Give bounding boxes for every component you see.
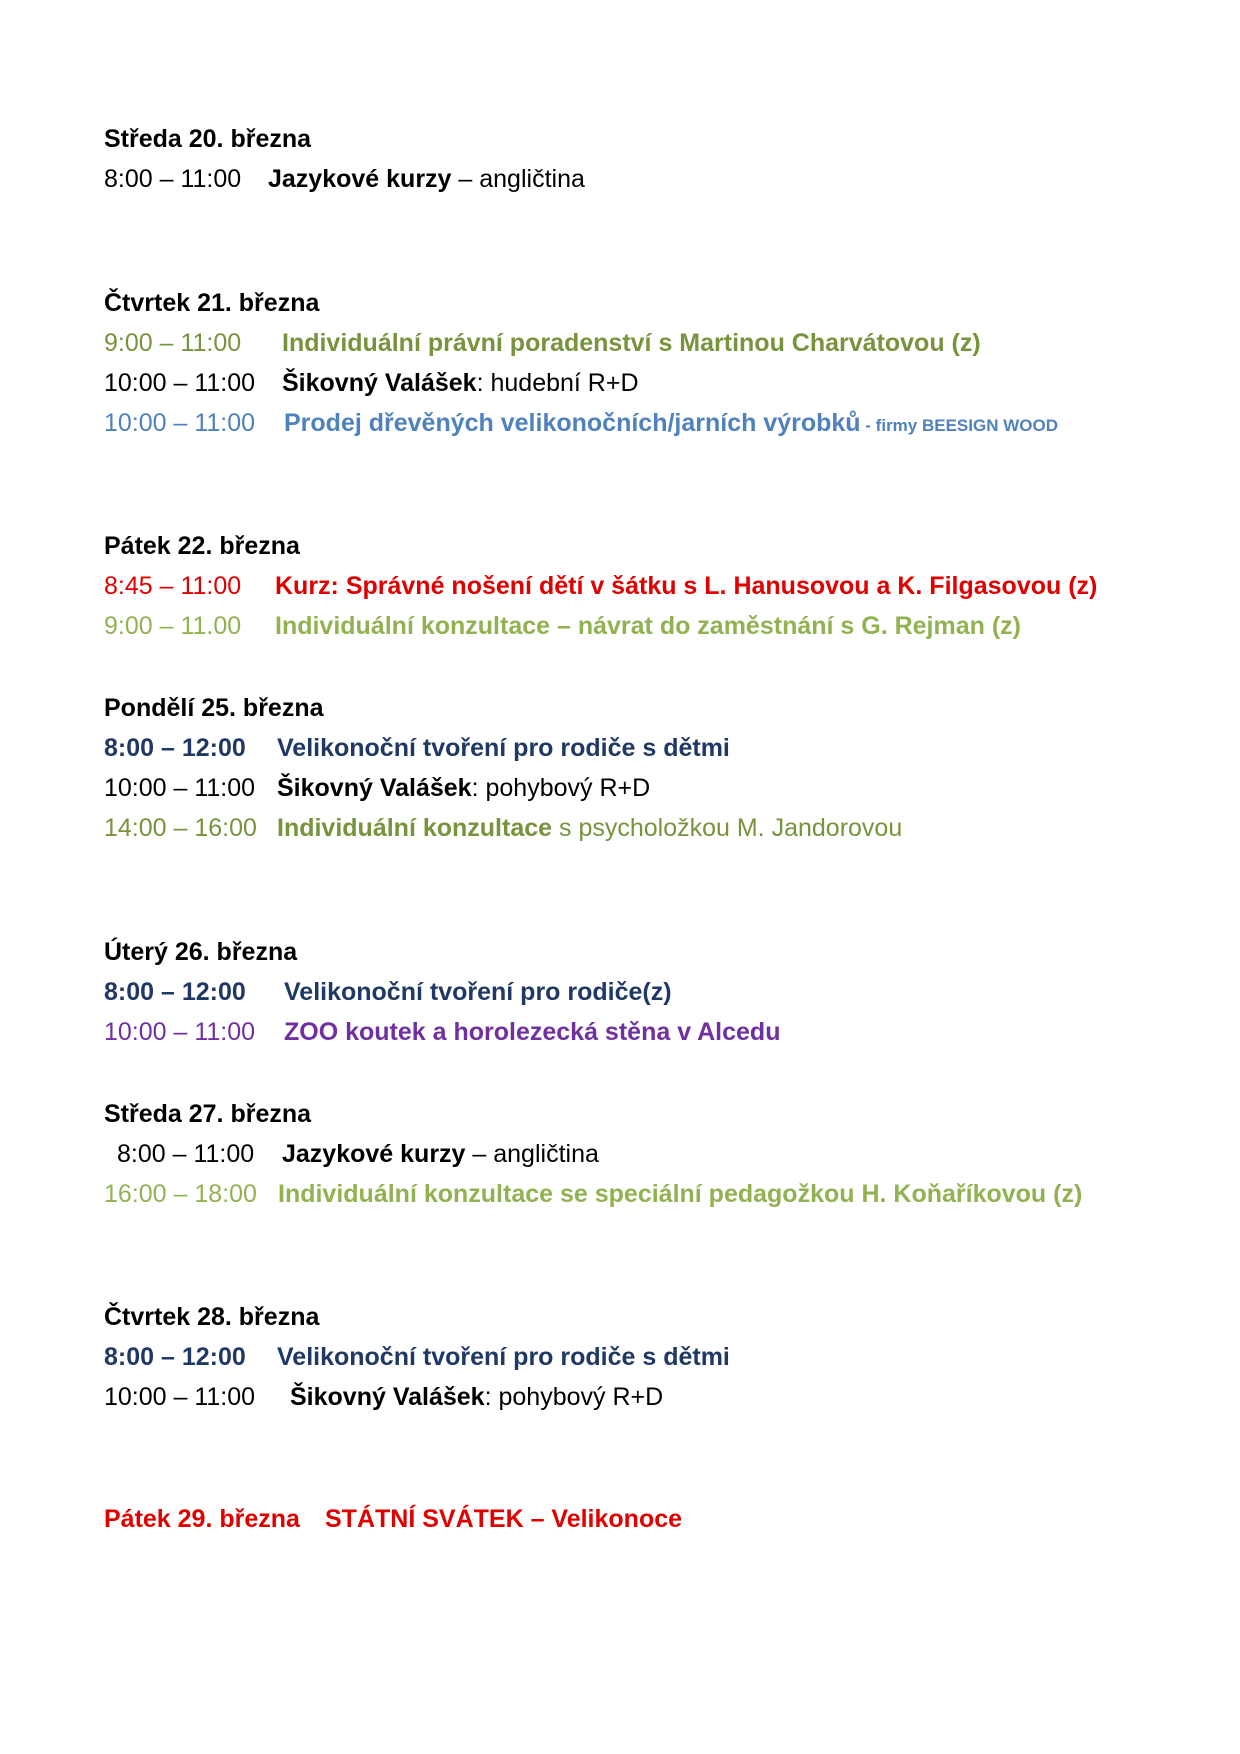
event-title: Jazykové kurzy — [282, 1140, 466, 1168]
event-title: Šikovný Valášek — [290, 1383, 485, 1411]
time-range: 8:00 – 12:00 — [104, 1343, 246, 1371]
time-range: 10:00 – 11:00 — [104, 369, 256, 397]
day-heading-wed-20: Středa 20. března — [104, 125, 312, 153]
day-heading-tue-26: Úterý 26. března — [104, 938, 298, 966]
day-heading-thu-28: Čtvrtek 28. března — [104, 1303, 320, 1331]
day-heading-thu-21: Čtvrtek 21. března — [104, 289, 320, 317]
event-title: Velikonoční tvoření pro rodiče(z) — [284, 978, 672, 1006]
schedule-row — [104, 1342, 730, 1372]
event-title: Individuální právní poradenství s Martinou Charvátovou (z) — [282, 329, 981, 357]
day-heading-fri-22: Pátek 22. března — [104, 532, 300, 560]
time-range: 8:00 – 11:00 — [117, 1140, 255, 1168]
schedule-row — [104, 328, 981, 358]
schedule-row — [104, 1017, 780, 1047]
event-title: Jazykové kurzy — [268, 165, 452, 193]
time-range: 8:45 – 11:00 — [104, 572, 242, 600]
event-detail: : pohybový R+D — [484, 1383, 664, 1411]
time-range: 10:00 – 11:00 — [104, 1383, 256, 1411]
event-detail: – angličtina — [451, 165, 585, 193]
schedule-row — [117, 1139, 599, 1169]
time-range: 8:00 – 12:00 — [104, 734, 246, 762]
time-range: 9:00 – 11.00 — [104, 612, 242, 640]
time-range: 10:00 – 11:00 — [104, 1018, 256, 1046]
event-detail: – angličtina — [465, 1140, 599, 1168]
day-heading-wed-27: Středa 27. března — [104, 1100, 312, 1128]
event-title: Individuální konzultace se speciální pedagožkou H. Koňaříkovou (z) — [278, 1180, 1083, 1208]
schedule-row — [104, 1382, 663, 1412]
day-heading-mon-25: Pondělí 25. března — [104, 694, 324, 722]
schedule-row — [104, 1179, 1082, 1209]
event-title: Kurz: Správné nošení dětí v šátku s L. Hanusovou a K. Filgasovou (z) — [275, 572, 1098, 600]
event-detail: s psycholožkou M. Jandorovou — [552, 814, 903, 842]
time-range: 14:00 – 16:00 — [104, 814, 257, 842]
time-range: 8:00 – 12:00 — [104, 978, 246, 1006]
event-title: Šikovný Valášek — [277, 774, 472, 802]
time-range: 8:00 – 11:00 — [104, 165, 242, 193]
event-title: Prodej dřevěných velikonočních/jarních výrobků — [284, 409, 861, 437]
schedule-row — [104, 368, 639, 398]
schedule-row — [104, 977, 672, 1007]
event-title: Individuální konzultace — [277, 814, 553, 842]
schedule-row — [104, 733, 730, 763]
time-range: 16:00 – 18:00 — [104, 1180, 257, 1208]
holiday-row — [104, 1504, 682, 1534]
event-vendor: - firmy BEESIGN WOOD — [860, 416, 1058, 435]
event-detail: : hudební R+D — [476, 369, 639, 397]
schedule-row — [104, 611, 1021, 641]
schedule-row — [104, 571, 1097, 601]
schedule-row — [104, 813, 902, 843]
event-title: Individuální konzultace – návrat do zaměstnání s G. Rejman (z) — [275, 612, 1021, 640]
event-title: ZOO koutek a horolezecká stěna v Alcedu — [284, 1018, 781, 1046]
time-range: 10:00 – 11:00 — [104, 774, 256, 802]
event-title: Šikovný Valášek — [282, 369, 477, 397]
time-range: 9:00 – 11:00 — [104, 329, 242, 357]
schedule-row — [104, 164, 585, 194]
event-detail: : pohybový R+D — [471, 774, 651, 802]
time-range: 10:00 – 11:00 — [104, 409, 256, 437]
schedule-row — [104, 408, 1058, 441]
event-title: Velikonoční tvoření pro rodiče s dětmi — [277, 1343, 730, 1371]
schedule-row — [104, 773, 650, 803]
day-heading-fri-29: Pátek 29. března — [104, 1505, 300, 1533]
event-title: Velikonoční tvoření pro rodiče s dětmi — [277, 734, 730, 762]
holiday-title: STÁTNÍ SVÁTEK – Velikonoce — [325, 1505, 683, 1533]
